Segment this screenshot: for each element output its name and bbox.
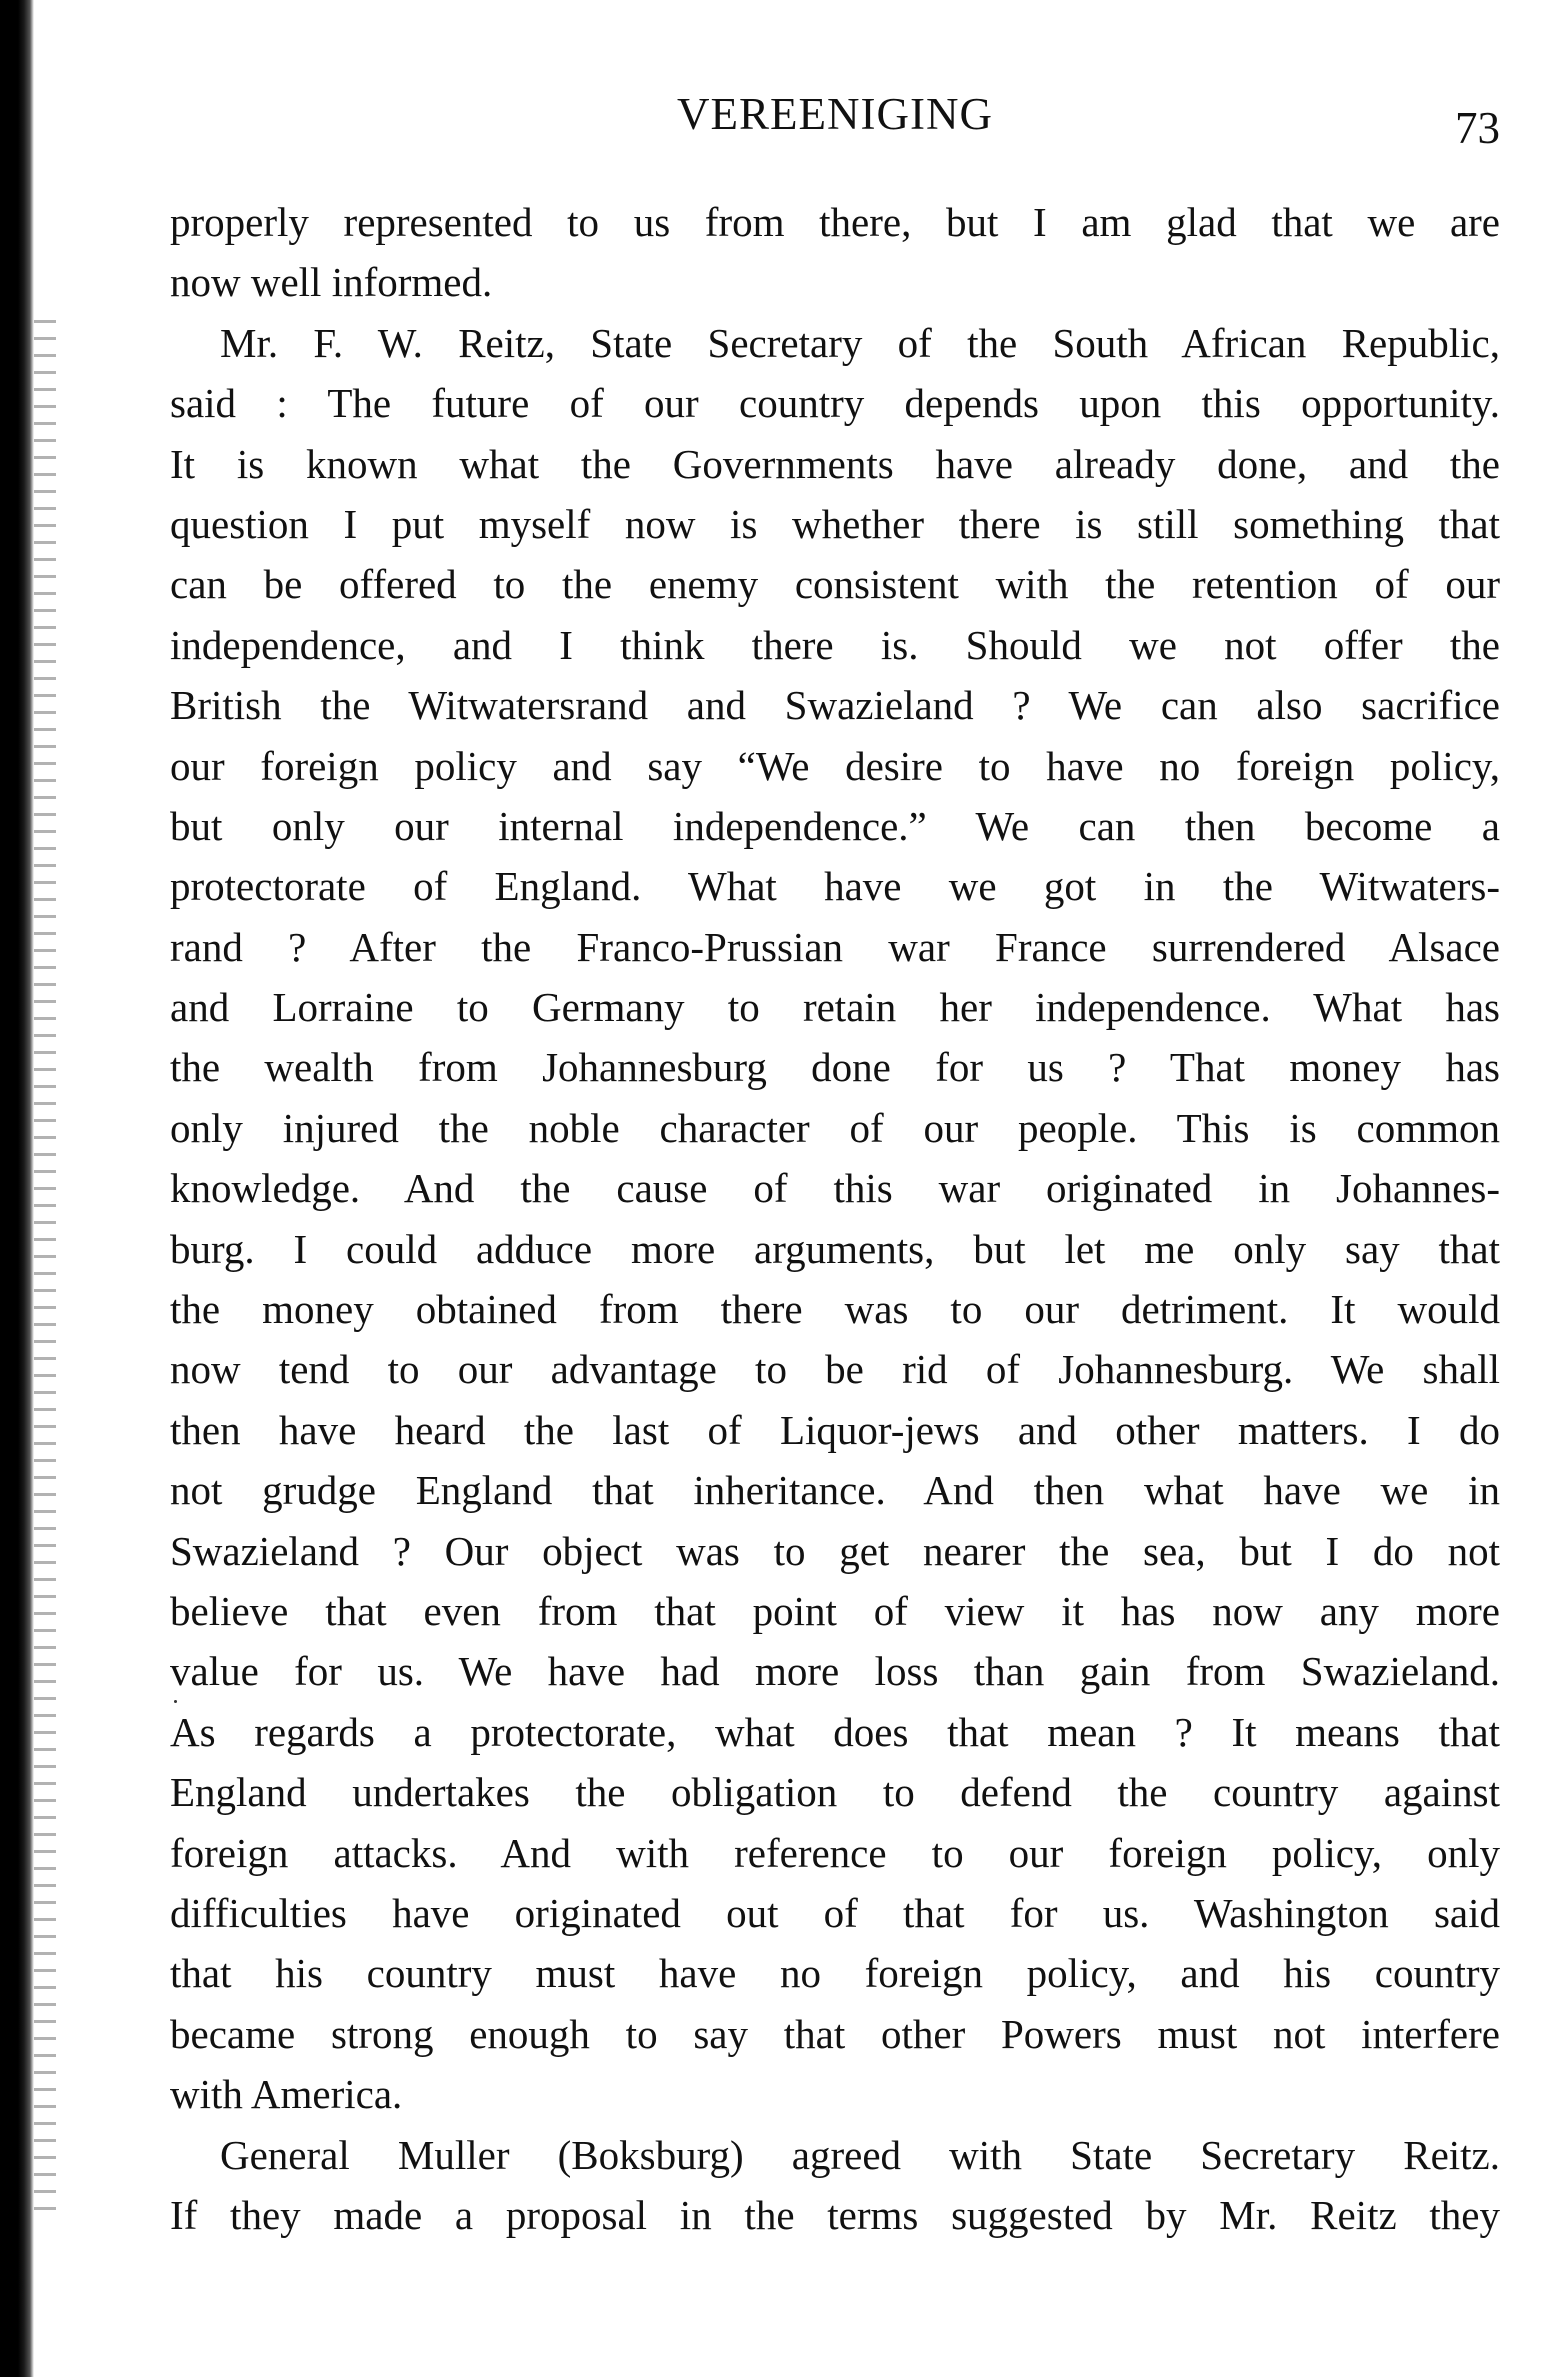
text-line: became strong enough to say that other Powers must not interfere — [170, 2010, 1500, 2057]
text-line: value for us. We have had more loss than gain from Swazieland. — [170, 1648, 1500, 1695]
binding-scan-speckle — [34, 320, 56, 2220]
text-line: If they made a proposal in the terms suggested by Mr. Reitz they — [170, 2191, 1500, 2238]
text-line: believe that even from that point of view it has now any more — [170, 1587, 1500, 1634]
text-line: difficulties have originated out of that for us. Washington said — [170, 1889, 1500, 1936]
text-line: Mr. F. W. Reitz, State Secretary of the South African Republic, — [220, 319, 1500, 366]
text-line: and Lorraine to Germany to retain her independence. What has — [170, 984, 1500, 1031]
text-line: foreign attacks. And with reference to our foreign policy, only — [170, 1829, 1500, 1876]
text-line: question I put myself now is whether there is still something that — [170, 500, 1500, 547]
text-line: not grudge England that inheritance. And then what have we in — [170, 1467, 1500, 1514]
binding-edge-shadow — [0, 0, 34, 2377]
text-line: burg. I could adduce more arguments, but let me only say that — [170, 1225, 1500, 1272]
text-line: can be offered to the enemy consistent with the retention of our — [170, 561, 1500, 608]
text-line: British the Witwatersrand and Swazieland ? We can also sacrifice — [170, 682, 1500, 729]
text-line: our foreign policy and say “We desire to have no foreign policy, — [170, 742, 1500, 789]
text-line: General Muller (Boksburg) agreed with State Secretary Reitz. — [220, 2131, 1500, 2178]
text-line: knowledge. And the cause of this war originated in Johannes- — [170, 1165, 1500, 1212]
page-header — [170, 88, 1500, 158]
text-line: England undertakes the obligation to defend the country against — [170, 1769, 1500, 1816]
scan-speck — [174, 1700, 177, 1703]
text-line: only injured the noble character of our people. This is common — [170, 1104, 1500, 1151]
text-line: Swazieland ? Our object was to get nearer the sea, but I do not — [170, 1527, 1500, 1574]
text-line: protectorate of England. What have we got in the Witwaters- — [170, 863, 1500, 910]
text-line: then have heard the last of Liquor-jews and other matters. I do — [170, 1406, 1500, 1453]
text-line: now well informed. — [170, 259, 493, 306]
text-line: that his country must have no foreign policy, and his country — [170, 1950, 1500, 1997]
body-text — [170, 192, 1500, 2245]
text-line: with America. — [170, 2071, 403, 2118]
text-line: independence, and I think there is. Should we not offer the — [170, 621, 1500, 668]
text-line: It is known what the Governments have already done, and the — [170, 440, 1500, 487]
text-line: said : The future of our country depends upon this opportunity. — [170, 380, 1500, 427]
page-number: 73 — [1455, 103, 1500, 153]
text-line: but only our internal independence.” We can then become a — [170, 802, 1500, 849]
text-line: the money obtained from there was to our detriment. It would — [170, 1286, 1500, 1333]
text-line: the wealth from Johannesburg done for us ? That money has — [170, 1044, 1500, 1091]
text-line: rand ? After the Franco-Prussian war France surrendered Alsace — [170, 923, 1500, 970]
text-line: now tend to our advantage to be rid of Johannesburg. We shall — [170, 1346, 1500, 1393]
text-line: As regards a protectorate, what does that mean ? It means that — [170, 1708, 1500, 1755]
text-line: properly represented to us from there, but I am glad that we are — [170, 199, 1500, 245]
running-head: VEREENIGING — [677, 89, 993, 139]
